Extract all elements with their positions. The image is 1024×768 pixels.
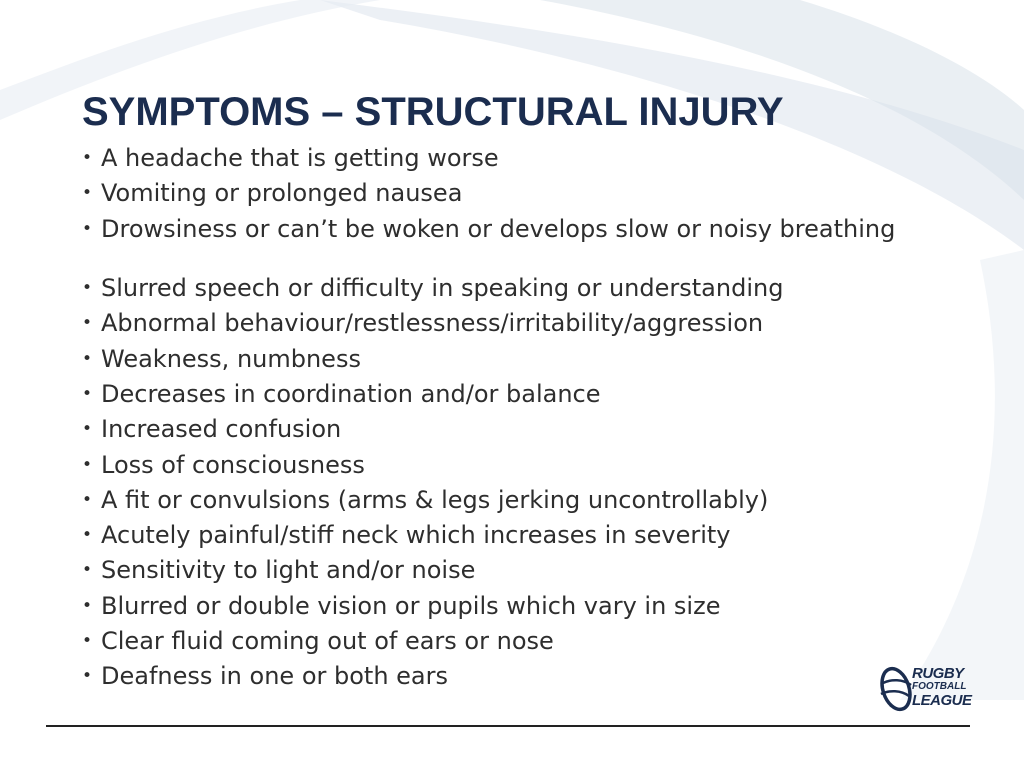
list-item: • Abnormal behaviour/restlessness/irritability/aggression bbox=[82, 309, 764, 338]
logo-text-rugby: RUGBY bbox=[912, 665, 964, 682]
list-item: • Loss of consciousness bbox=[82, 450, 365, 479]
list-item: • Vomiting or prolonged nausea bbox=[82, 179, 463, 208]
list-item: • Increased confusion bbox=[82, 415, 342, 444]
bullet-icon: • bbox=[82, 183, 93, 204]
logo-text-league: LEAGUE bbox=[912, 692, 972, 709]
rugby-ball-emblem-icon bbox=[879, 663, 913, 715]
list-item: • A fit or convulsions (arms & legs jerking uncontrollably) bbox=[82, 485, 769, 514]
bullet-icon: • bbox=[82, 148, 93, 168]
bullet-icon: • bbox=[82, 525, 93, 546]
list-item: • Deafness in one or both ears bbox=[82, 662, 449, 691]
bullet-icon: • bbox=[82, 348, 93, 369]
symptom-list bbox=[82, 146, 902, 700]
list-item: • Clear fluid coming out of ears or nose bbox=[82, 627, 554, 656]
slide-title: SYMPTOMS – STRUCTURAL INJURY bbox=[82, 90, 784, 134]
list-item: • Sensitivity to light and/or noise bbox=[82, 556, 476, 585]
bullet-icon: • bbox=[82, 560, 93, 581]
list-item: • Slurred speech or difficulty in speaking or understanding bbox=[82, 274, 784, 303]
list-item: • Blurred or double vision or pupils which vary in size bbox=[82, 591, 721, 620]
logo-text-football: FOOTBALL bbox=[912, 681, 967, 692]
list-item: • Decreases in coordination and/or balance bbox=[82, 379, 601, 408]
bullet-icon: • bbox=[82, 489, 93, 510]
bullet-icon: • bbox=[82, 278, 93, 299]
footer-divider bbox=[46, 725, 970, 727]
bullet-icon: • bbox=[82, 631, 93, 652]
bullet-icon: • bbox=[82, 666, 93, 687]
list-item: • Acutely painful/stiff neck which increases in severity bbox=[82, 521, 731, 550]
list-item: • A headache that is getting worse bbox=[82, 144, 499, 172]
bullet-icon: • bbox=[82, 595, 93, 616]
list-item: • Drowsiness or can’t be woken or develops slow or noisy breathing bbox=[82, 214, 896, 243]
rugby-football-league-logo bbox=[879, 663, 971, 715]
bullet-icon: • bbox=[82, 419, 93, 440]
bullet-icon: • bbox=[82, 383, 93, 404]
bullet-icon: • bbox=[82, 313, 93, 334]
bullet-icon: • bbox=[82, 454, 93, 475]
bullet-icon: • bbox=[82, 218, 93, 239]
list-item: • Weakness, numbness bbox=[82, 344, 361, 373]
